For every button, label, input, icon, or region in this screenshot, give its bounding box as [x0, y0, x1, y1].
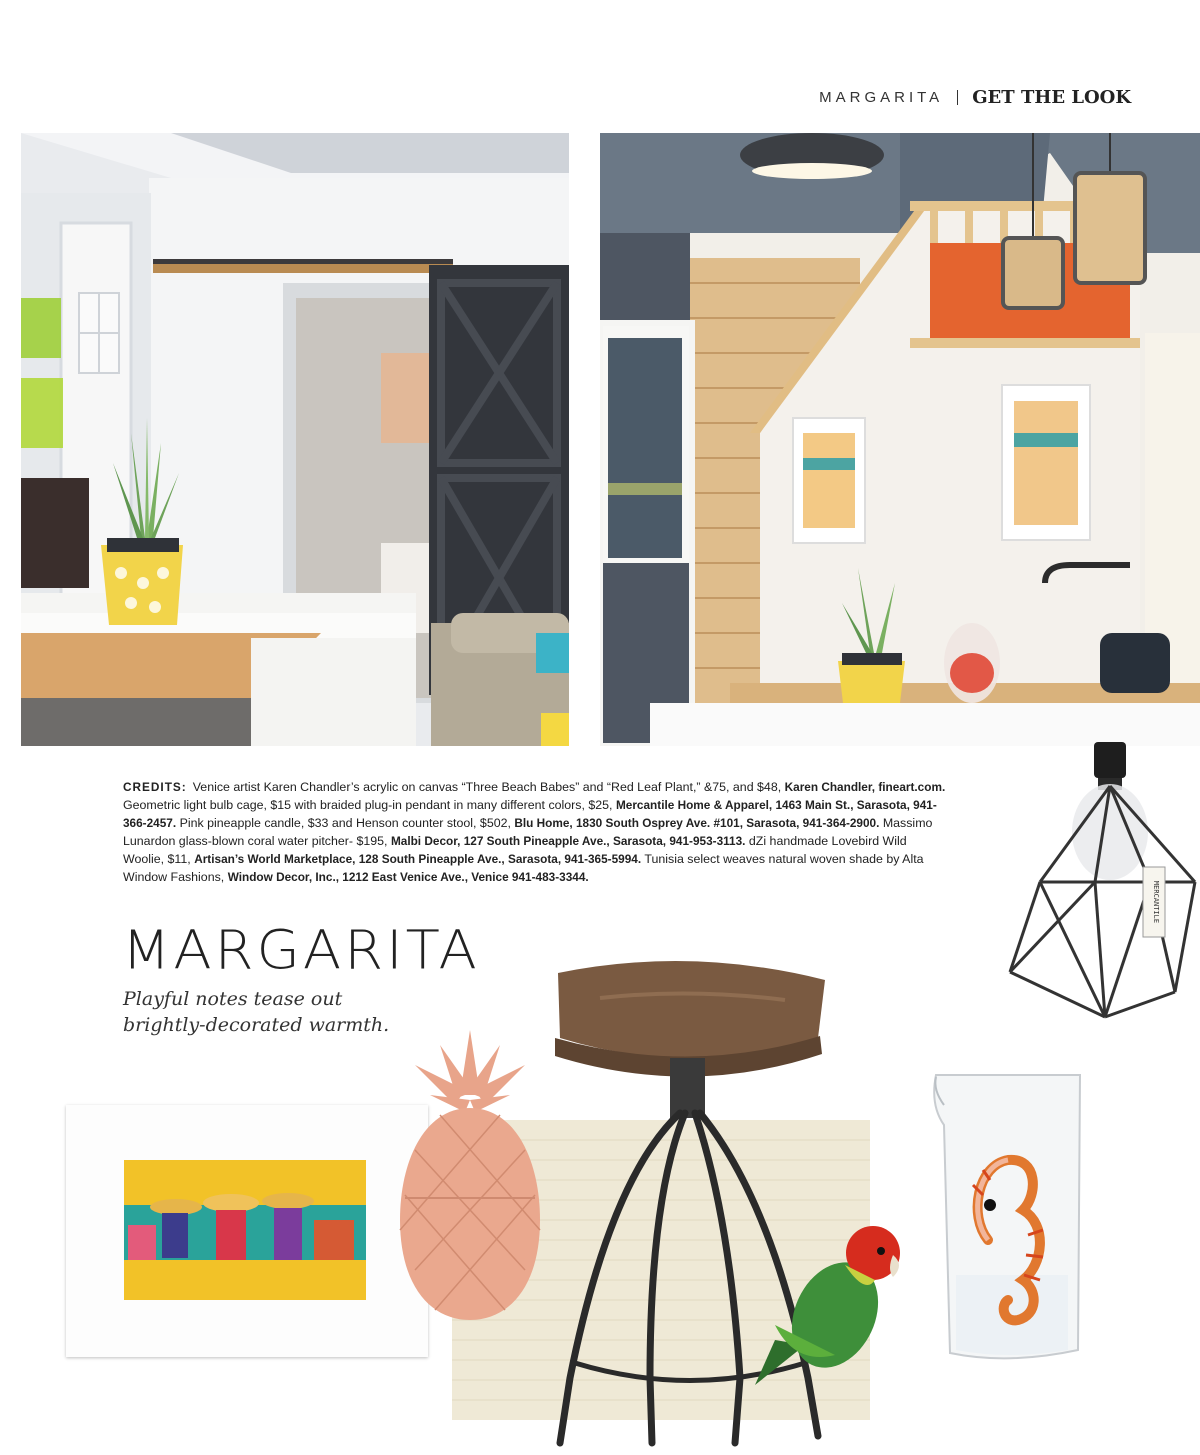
- loft-kitchen-photo: [600, 133, 1200, 746]
- kitchen-barn-door-photo: [21, 133, 569, 746]
- lamp-tag-text: MERCANTILE: [1152, 880, 1160, 924]
- pink-pineapple-candle: [395, 1020, 545, 1325]
- credit-item: dZi handmade Lovebird Wild Woolie, $11,: [123, 834, 907, 866]
- credits-lead: CREDITS:: [123, 780, 187, 794]
- credit-vendor: Window Decor, Inc., 1212 East Venice Ave., Venice 941-483-3344.: [227, 870, 589, 884]
- feature-title: MARGARITA: [122, 920, 480, 982]
- header-divider: [957, 90, 958, 105]
- credit-vendor: Blu Home, 1830 South Osprey Ave. #101, Sarasota, 941-364-2900.: [514, 816, 880, 830]
- feature-subtitle: Playful notes tease out brightly-decorated warmth.: [123, 988, 390, 1036]
- credit-vendor: Artisan’s World Marketplace, 128 South Pineapple Ave., Sarasota, 941-365-5994.: [194, 852, 642, 866]
- credit-item: Geometric light bulb cage, $15 with braided plug-in pendant in many different colors, $25,: [123, 798, 616, 812]
- section-label: GET THE LOOK: [972, 86, 1131, 108]
- credit-vendor: Mercantile Home & Apparel, 1463 Main St., Sarasota, 941-366-2457.: [123, 798, 937, 830]
- credit-item: Venice artist Karen Chandler’s acrylic on canvas “Three Beach Babes” and “Red Leaf Plant,” &75, and $48,: [192, 780, 785, 794]
- glass-coral-pitcher: [928, 1065, 1088, 1370]
- framed-art-three-beach-babes: [66, 1105, 428, 1357]
- credit-item: Massimo Lunardon glass-blown coral water pitcher- $195,: [123, 816, 933, 848]
- credits-paragraph: [123, 778, 948, 886]
- credit-item: Tunisia select weaves natural woven shade by Alta Window Fashions,: [123, 852, 924, 884]
- geometric-bulb-cage-pendant: [1000, 742, 1200, 1022]
- credit-item: Pink pineapple candle, $33 and Henson counter stool, $502,: [176, 816, 515, 830]
- credit-vendor: Malbi Decor, 127 South Pineapple Ave., Sarasota, 941-953-3113.: [390, 834, 746, 848]
- section-name: MARGARITA: [819, 88, 944, 106]
- page-header: [819, 84, 1131, 110]
- credit-vendor: Karen Chandler, fineart.com.: [784, 780, 946, 794]
- credits-body: [123, 780, 945, 884]
- lovebird-wild-woolie: [745, 1225, 905, 1395]
